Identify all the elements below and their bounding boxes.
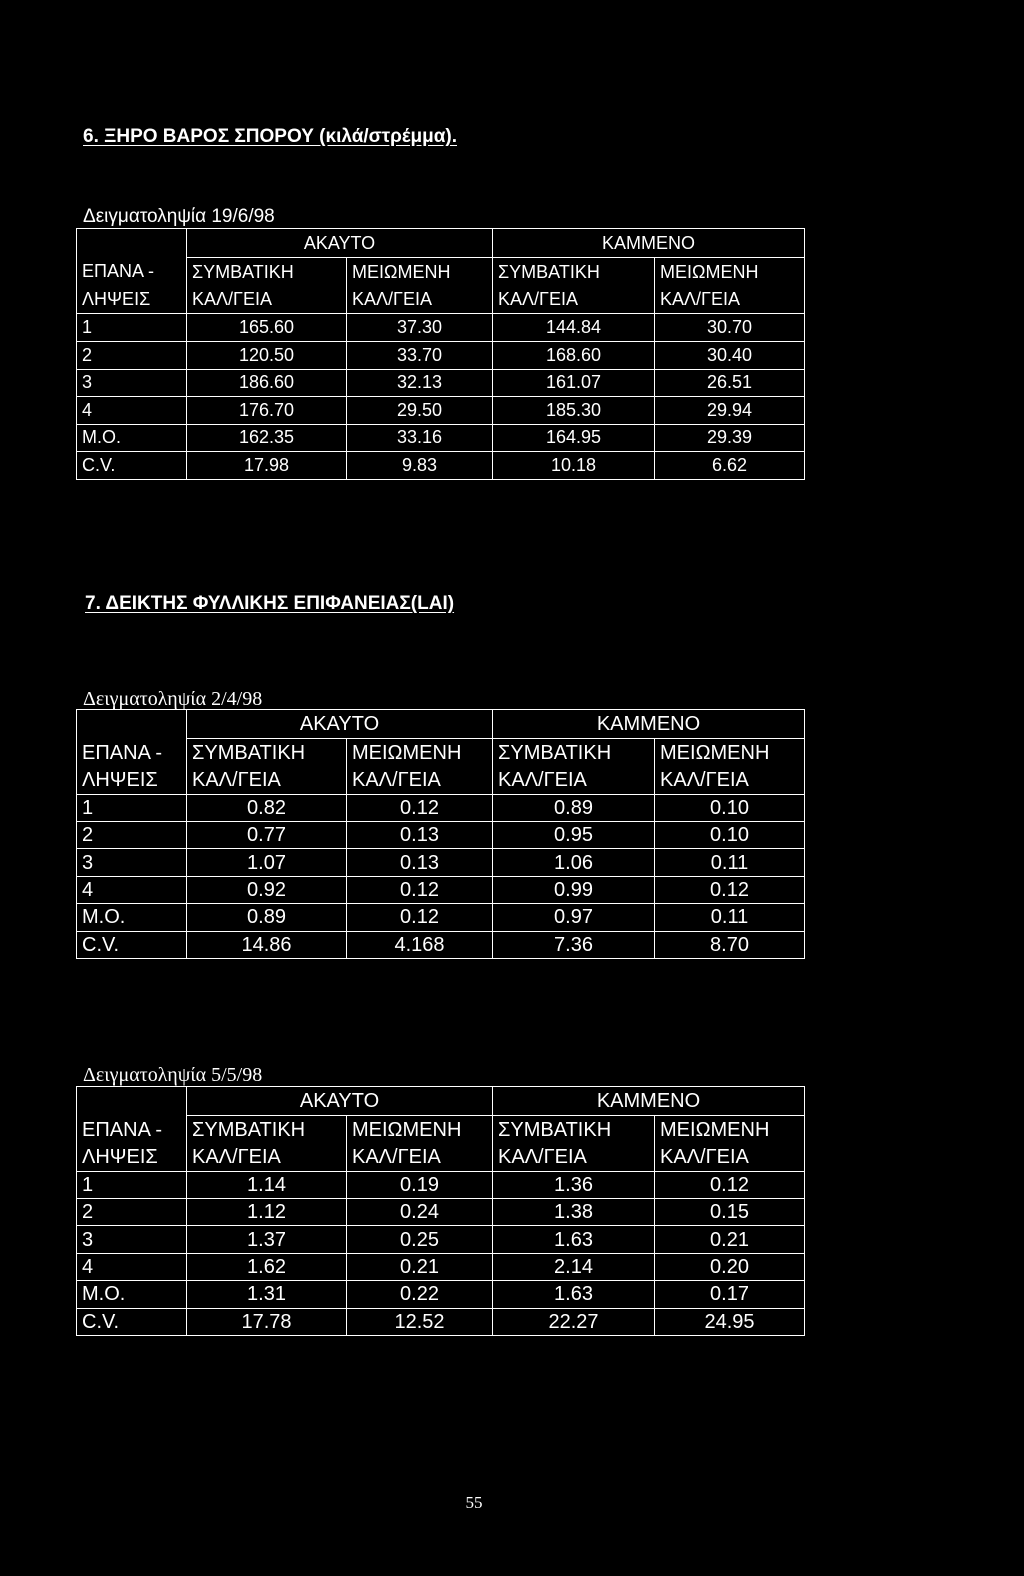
cultivation-header-line: ΚΑΛ/ΓΕΙΑ: [655, 1143, 805, 1171]
value-cell: 0.21: [347, 1253, 493, 1280]
table-row: [77, 1226, 805, 1253]
table-row: [77, 1253, 805, 1280]
value-cell: 1.31: [187, 1281, 347, 1308]
value-cell: 176.70: [187, 397, 347, 425]
cultivation-header-line: ΜΕΙΩΜΕΝΗ: [655, 257, 805, 285]
cultivation-header-line: ΣΥΜΒΑΤΙΚΗ: [187, 257, 347, 285]
cultivation-header-line: ΣΥΜΒΑΤΙΚΗ: [493, 738, 655, 766]
value-cell: 29.50: [347, 397, 493, 425]
row-label: 4: [77, 397, 187, 425]
value-cell: 0.89: [187, 904, 347, 931]
table-row: [77, 342, 805, 370]
value-cell: 0.19: [347, 1171, 493, 1198]
value-cell: 162.35: [187, 424, 347, 452]
value-cell: 14.86: [187, 931, 347, 959]
row-label: 3: [77, 1226, 187, 1253]
value-cell: 0.12: [347, 794, 493, 821]
value-cell: 0.22: [347, 1281, 493, 1308]
cultivation-header-line: ΚΑΛ/ΓΕΙΑ: [493, 1143, 655, 1171]
value-cell: 0.12: [347, 904, 493, 931]
value-cell: 10.18: [493, 452, 655, 480]
table-row: [77, 821, 805, 848]
cultivation-header-line: ΣΥΜΒΑΤΙΚΗ: [493, 257, 655, 285]
value-cell: 1.37: [187, 1226, 347, 1253]
cultivation-header-line: ΜΕΙΩΜΕΝΗ: [655, 738, 805, 766]
row-label: 4: [77, 1253, 187, 1280]
replications-header-line: ΛΗΨΕΙΣ: [77, 1143, 187, 1171]
value-cell: 120.50: [187, 342, 347, 370]
table-row: [77, 1281, 805, 1308]
row-label: Μ.Ο.: [77, 424, 187, 452]
row-label: C.V.: [77, 1308, 187, 1336]
value-cell: 22.27: [493, 1308, 655, 1336]
row-label: 3: [77, 369, 187, 397]
value-cell: 1.36: [493, 1171, 655, 1198]
table-row: [77, 397, 805, 425]
value-cell: 8.70: [655, 931, 805, 959]
value-cell: 0.95: [493, 821, 655, 848]
value-cell: 0.10: [655, 794, 805, 821]
value-cell: 0.25: [347, 1226, 493, 1253]
value-cell: 1.12: [187, 1198, 347, 1225]
replications-header-line: ΕΠΑΝΑ -: [77, 1115, 187, 1143]
value-cell: 26.51: [655, 369, 805, 397]
cultivation-header-line: ΜΕΙΩΜΕΝΗ: [347, 257, 493, 285]
value-cell: 0.11: [655, 849, 805, 876]
value-cell: 33.70: [347, 342, 493, 370]
value-cell: 0.21: [655, 1226, 805, 1253]
group-header-unburnt: ΑΚΑΥΤΟ: [187, 1087, 493, 1116]
cultivation-header-line: ΚΑΛ/ΓΕΙΑ: [347, 286, 493, 314]
column-header-row: [77, 766, 805, 794]
value-cell: 1.63: [493, 1226, 655, 1253]
value-cell: 37.30: [347, 314, 493, 342]
row-label: Μ.Ο.: [77, 904, 187, 931]
cultivation-header-line: ΚΑΛ/ΓΕΙΑ: [655, 286, 805, 314]
value-cell: 4.168: [347, 931, 493, 959]
group-header-burnt: ΚΑΜΜΕΝΟ: [493, 710, 805, 739]
value-cell: 0.77: [187, 821, 347, 848]
cultivation-header-line: ΚΑΛ/ΓΕΙΑ: [187, 286, 347, 314]
section-6-sampling-caption: Δειγματοληψία 19/6/98: [83, 206, 275, 227]
page-number: 55: [465, 1493, 483, 1512]
corner-cell: [77, 229, 187, 258]
value-cell: 0.17: [655, 1281, 805, 1308]
value-cell: 165.60: [187, 314, 347, 342]
cultivation-header-line: ΚΑΛ/ΓΕΙΑ: [655, 766, 805, 794]
row-label: 2: [77, 342, 187, 370]
value-cell: 0.99: [493, 876, 655, 903]
row-label: 1: [77, 1171, 187, 1198]
value-cell: 1.14: [187, 1171, 347, 1198]
row-label: 1: [77, 794, 187, 821]
value-cell: 164.95: [493, 424, 655, 452]
corner-cell: [77, 710, 187, 739]
value-cell: 144.84: [493, 314, 655, 342]
value-cell: 168.60: [493, 342, 655, 370]
corner-cell: [77, 1087, 187, 1116]
table-row: [77, 876, 805, 903]
lai-table-2: [76, 1086, 805, 1336]
value-cell: 29.39: [655, 424, 805, 452]
value-cell: 17.78: [187, 1308, 347, 1336]
group-header-unburnt: ΑΚΑΥΤΟ: [187, 710, 493, 739]
table-row: [77, 369, 805, 397]
value-cell: 0.11: [655, 904, 805, 931]
column-header-row: [77, 738, 805, 766]
cultivation-header-line: ΚΑΛ/ΓΕΙΑ: [187, 766, 347, 794]
cultivation-header-line: ΣΥΜΒΑΤΙΚΗ: [493, 1115, 655, 1143]
cultivation-header-line: ΚΑΛ/ΓΕΙΑ: [347, 766, 493, 794]
group-header-row: [77, 229, 805, 258]
row-label: 4: [77, 876, 187, 903]
value-cell: 186.60: [187, 369, 347, 397]
column-header-row: [77, 1115, 805, 1143]
row-label: 3: [77, 849, 187, 876]
value-cell: 0.12: [655, 876, 805, 903]
replications-header-line: ΕΠΑΝΑ -: [77, 257, 187, 285]
cultivation-header-line: ΜΕΙΩΜΕΝΗ: [347, 1115, 493, 1143]
value-cell: 7.36: [493, 931, 655, 959]
dry-weight-table: [76, 228, 805, 480]
value-cell: 1.63: [493, 1281, 655, 1308]
value-cell: 12.52: [347, 1308, 493, 1336]
value-cell: 29.94: [655, 397, 805, 425]
value-cell: 161.07: [493, 369, 655, 397]
group-header-unburnt: ΑΚΑΥΤΟ: [187, 229, 493, 258]
row-label: 1: [77, 314, 187, 342]
value-cell: 0.10: [655, 821, 805, 848]
value-cell: 0.12: [655, 1171, 805, 1198]
lai-table-1: [76, 709, 805, 959]
cultivation-header-line: ΚΑΛ/ΓΕΙΑ: [493, 766, 655, 794]
cultivation-header-line: ΣΥΜΒΑΤΙΚΗ: [187, 738, 347, 766]
cultivation-header-line: ΚΑΛ/ΓΕΙΑ: [493, 286, 655, 314]
value-cell: 0.97: [493, 904, 655, 931]
row-label: 2: [77, 821, 187, 848]
group-header-row: [77, 710, 805, 739]
group-header-burnt: ΚΑΜΜΕΝΟ: [493, 229, 805, 258]
value-cell: 0.12: [347, 876, 493, 903]
table-row: [77, 904, 805, 931]
value-cell: 17.98: [187, 452, 347, 480]
replications-header-line: ΛΗΨΕΙΣ: [77, 766, 187, 794]
cultivation-header-line: ΜΕΙΩΜΕΝΗ: [347, 738, 493, 766]
table-row: [77, 424, 805, 452]
cultivation-header-line: ΣΥΜΒΑΤΙΚΗ: [187, 1115, 347, 1143]
value-cell: 33.16: [347, 424, 493, 452]
value-cell: 6.62: [655, 452, 805, 480]
value-cell: 0.13: [347, 849, 493, 876]
replications-header-line: ΕΠΑΝΑ -: [77, 738, 187, 766]
cultivation-header-line: ΚΑΛ/ΓΕΙΑ: [347, 1143, 493, 1171]
row-label: C.V.: [77, 452, 187, 480]
value-cell: 32.13: [347, 369, 493, 397]
row-label: 2: [77, 1198, 187, 1225]
cultivation-header-line: ΜΕΙΩΜΕΝΗ: [655, 1115, 805, 1143]
column-header-row: [77, 257, 805, 285]
value-cell: 185.30: [493, 397, 655, 425]
value-cell: 30.70: [655, 314, 805, 342]
value-cell: 0.92: [187, 876, 347, 903]
replications-header-line: ΛΗΨΕΙΣ: [77, 286, 187, 314]
value-cell: 0.89: [493, 794, 655, 821]
table-row: [77, 452, 805, 480]
row-label: C.V.: [77, 931, 187, 959]
table-row: [77, 314, 805, 342]
table-row: [77, 849, 805, 876]
group-header-row: [77, 1087, 805, 1116]
value-cell: 0.82: [187, 794, 347, 821]
column-header-row: [77, 286, 805, 314]
table-row: [77, 1198, 805, 1225]
lai-sampling-caption-1: Δειγματοληψία 2/4/98: [83, 688, 263, 710]
table-row: [77, 1308, 805, 1336]
table-row: [77, 931, 805, 959]
section-7-heading: 7. ΔΕΙΚΤΗΣ ΦΥΛΛΙΚΗΣ ΕΠΙΦΑΝΕΙΑΣ(LAI): [85, 593, 455, 614]
section-6-heading: 6. ΞΗΡΟ ΒΑΡΟΣ ΣΠΟΡΟΥ (κιλά/στρέμμα).: [83, 126, 457, 147]
lai-sampling-caption-2: Δειγματοληψία 5/5/98: [83, 1064, 263, 1086]
value-cell: 1.06: [493, 849, 655, 876]
column-header-row: [77, 1143, 805, 1171]
row-label: Μ.Ο.: [77, 1281, 187, 1308]
value-cell: 2.14: [493, 1253, 655, 1280]
value-cell: 0.13: [347, 821, 493, 848]
table-row: [77, 1171, 805, 1198]
value-cell: 9.83: [347, 452, 493, 480]
value-cell: 0.20: [655, 1253, 805, 1280]
value-cell: 24.95: [655, 1308, 805, 1336]
value-cell: 30.40: [655, 342, 805, 370]
group-header-burnt: ΚΑΜΜΕΝΟ: [493, 1087, 805, 1116]
table-row: [77, 794, 805, 821]
value-cell: 1.38: [493, 1198, 655, 1225]
value-cell: 1.62: [187, 1253, 347, 1280]
cultivation-header-line: ΚΑΛ/ΓΕΙΑ: [187, 1143, 347, 1171]
value-cell: 1.07: [187, 849, 347, 876]
value-cell: 0.15: [655, 1198, 805, 1225]
value-cell: 0.24: [347, 1198, 493, 1225]
